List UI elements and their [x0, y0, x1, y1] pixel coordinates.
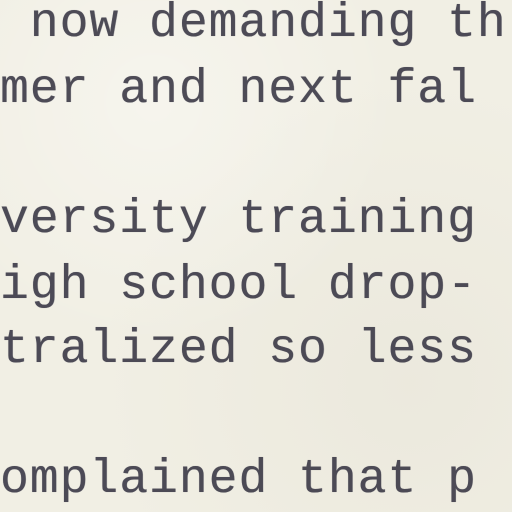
text-line-5: tralized so less [0, 323, 477, 377]
text-line-3: versity training [0, 193, 477, 247]
text-line-4: igh school drop- [0, 259, 477, 313]
text-line-1: now demanding th [0, 0, 507, 51]
text-line-6: omplained that p [0, 453, 477, 507]
text-line-2: mer and next fal [0, 63, 477, 117]
